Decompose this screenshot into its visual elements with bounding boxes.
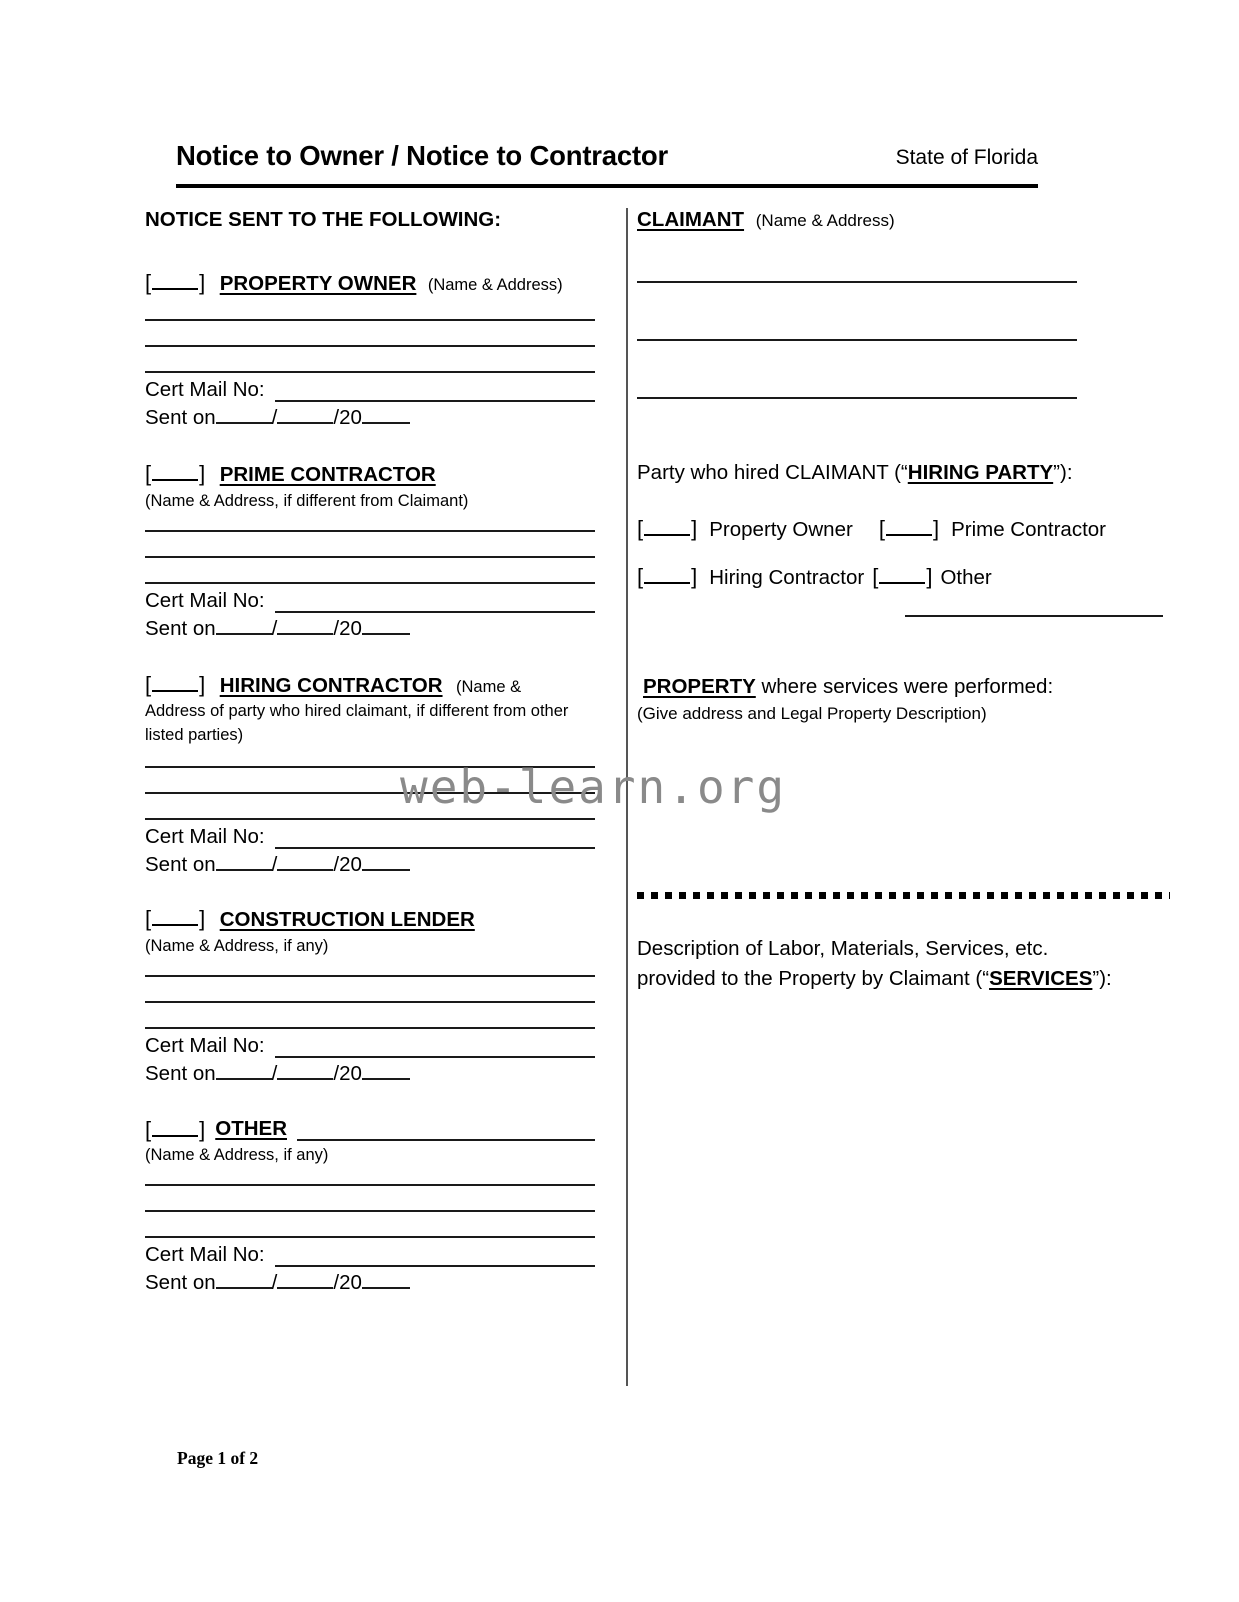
checkbox-hiring-party-property-owner[interactable]: [ ] xyxy=(637,516,698,541)
hiring-party-option-row-1 xyxy=(637,518,1177,542)
address-line[interactable] xyxy=(145,1001,595,1003)
right-column xyxy=(637,208,1177,991)
address-line[interactable] xyxy=(145,530,595,532)
sent-year-input[interactable] xyxy=(362,856,410,871)
sent-day-input[interactable] xyxy=(277,1065,333,1080)
sent-month-input[interactable] xyxy=(216,1274,272,1289)
sent-on-row xyxy=(145,406,595,430)
services-suffix: ”): xyxy=(1092,967,1112,990)
sent-year-input[interactable] xyxy=(362,1065,410,1080)
page-number: Page 1 of 2 xyxy=(177,1448,259,1468)
left-column xyxy=(145,208,595,1295)
sent-on-label: Sent on xyxy=(145,406,216,429)
services-term: SERVICES xyxy=(989,967,1093,990)
address-line[interactable] xyxy=(145,1210,595,1212)
property-hint: (Give address and Legal Property Description) xyxy=(637,704,987,723)
party-label-hiring-contractor: HIRING CONTRACTOR xyxy=(219,673,443,697)
hiring-party-suffix: ”): xyxy=(1053,461,1073,484)
sent-on-row xyxy=(145,853,595,877)
claimant-address-line[interactable] xyxy=(637,397,1077,399)
sent-year-input[interactable] xyxy=(362,409,410,424)
hiring-party-other-input[interactable] xyxy=(905,615,1163,617)
cert-mail-label: Cert Mail No: xyxy=(145,588,265,612)
checkbox-construction-lender[interactable]: [ ] xyxy=(145,905,206,931)
sent-year-prefix: /20 xyxy=(333,406,362,429)
party-hint-construction-lender: (Name & Address, if any) xyxy=(145,936,329,955)
sent-month-input[interactable] xyxy=(216,409,272,424)
party-hint-prime-contractor: (Name & Address, if different from Claimant) xyxy=(145,492,469,510)
property-heading xyxy=(637,675,1177,699)
address-line[interactable] xyxy=(145,975,595,977)
sent-day-input[interactable] xyxy=(277,620,333,635)
address-line[interactable] xyxy=(145,792,595,794)
sent-month-input[interactable] xyxy=(216,856,272,871)
sent-on-label: Sent on xyxy=(145,616,216,640)
party-label-prime-contractor: PRIME CONTRACTOR xyxy=(219,463,436,486)
cert-mail-label: Cert Mail No: xyxy=(145,1033,265,1057)
cert-mail-row xyxy=(145,1034,595,1058)
sent-year-prefix: /20 xyxy=(333,1061,362,1085)
hiring-party-prefix: Party who hired CLAIMANT (“ xyxy=(637,461,908,484)
sent-on-label: Sent on xyxy=(145,1270,216,1294)
address-line[interactable] xyxy=(145,766,595,768)
page-title: Notice to Owner / Notice to Contractor xyxy=(176,140,669,171)
column-divider xyxy=(626,208,628,1386)
address-line[interactable] xyxy=(145,1184,595,1186)
sent-on-row xyxy=(145,1271,595,1295)
claimant-hint: (Name & Address) xyxy=(755,211,895,230)
address-line[interactable] xyxy=(145,556,595,558)
sent-year-input[interactable] xyxy=(362,620,410,635)
cert-mail-input[interactable] xyxy=(275,1248,595,1267)
option-label-hiring-contractor: Hiring Contractor xyxy=(709,566,865,589)
sent-on-label: Sent on xyxy=(145,852,216,876)
section-hiring-contractor xyxy=(145,671,595,877)
watermark: web-learn.org xyxy=(400,760,787,814)
sent-year-prefix: /20 xyxy=(333,852,362,876)
sent-sep: / xyxy=(271,1270,278,1294)
cert-mail-row xyxy=(145,825,595,849)
section-dotted-divider xyxy=(637,892,1170,899)
checkbox-other[interactable]: [ ] xyxy=(145,1116,206,1142)
sent-on-label: Sent on xyxy=(145,1061,216,1085)
sent-sep: / xyxy=(271,616,278,640)
document-header xyxy=(176,140,1038,192)
cert-mail-row xyxy=(145,1243,595,1267)
section-property-owner xyxy=(145,272,595,430)
checkbox-hiring-party-hiring-contractor[interactable]: [ ] xyxy=(637,564,698,589)
address-line[interactable] xyxy=(145,1027,595,1029)
cert-mail-label: Cert Mail No: xyxy=(145,1242,265,1266)
sent-sep: / xyxy=(271,852,278,876)
party-label-construction-lender: CONSTRUCTION LENDER xyxy=(219,907,475,931)
sent-year-prefix: /20 xyxy=(333,616,362,640)
section-services xyxy=(637,937,1177,991)
property-heading-rest: where services were performed: xyxy=(755,675,1054,698)
sent-day-input[interactable] xyxy=(277,1274,333,1289)
sent-month-input[interactable] xyxy=(216,1065,272,1080)
address-line[interactable] xyxy=(145,371,595,373)
state-label: State of Florida xyxy=(895,146,1038,169)
hiring-party-term: HIRING PARTY xyxy=(907,461,1054,484)
cert-mail-input[interactable] xyxy=(275,383,595,402)
cert-mail-row xyxy=(145,589,595,613)
checkbox-hiring-party-other[interactable]: [ ] xyxy=(872,564,933,589)
header-divider-rule xyxy=(176,184,1038,188)
other-name-input[interactable] xyxy=(297,1122,595,1141)
services-line-1: Description of Labor, Materials, Services, etc. xyxy=(637,937,1049,960)
notice-sent-heading: NOTICE SENT TO THE FOLLOWING: xyxy=(145,208,502,231)
section-other xyxy=(145,1117,595,1295)
address-line[interactable] xyxy=(145,582,595,584)
sent-sep: / xyxy=(271,406,278,429)
checkbox-hiring-contractor[interactable]: [ ] xyxy=(145,671,206,697)
sent-sep: / xyxy=(271,1061,278,1085)
hiring-party-option-row-2 xyxy=(637,566,1177,590)
checkbox-property-owner[interactable]: [ ] xyxy=(145,270,206,295)
party-label-property-owner: PROPERTY OWNER xyxy=(219,272,417,295)
address-line[interactable] xyxy=(145,1236,595,1238)
sent-on-row xyxy=(145,617,595,641)
checkbox-prime-contractor[interactable]: [ ] xyxy=(145,461,206,486)
claimant-label: CLAIMANT xyxy=(637,208,745,231)
cert-mail-input[interactable] xyxy=(275,594,595,613)
claimant-address-line[interactable] xyxy=(637,281,1077,283)
section-property xyxy=(637,675,1177,724)
sent-day-input[interactable] xyxy=(277,409,333,424)
checkbox-hiring-party-prime-contractor[interactable]: [ ] xyxy=(878,516,940,541)
sent-year-prefix: /20 xyxy=(333,1270,362,1294)
services-prefix: provided to the Property by Claimant (“ xyxy=(637,967,990,990)
party-hint-hiring-contractor: Address of party who hired claimant, if different from other listed parties) xyxy=(145,701,569,744)
sent-day-input[interactable] xyxy=(277,856,333,871)
section-construction-lender xyxy=(145,905,595,1086)
section-prime-contractor xyxy=(145,463,595,641)
property-term: PROPERTY xyxy=(643,675,756,698)
hiring-party-heading xyxy=(637,461,1177,485)
cert-mail-input[interactable] xyxy=(275,1039,595,1058)
party-label-other: OTHER xyxy=(215,1116,287,1140)
address-line[interactable] xyxy=(145,319,595,321)
claimant-address-line[interactable] xyxy=(637,339,1077,341)
address-line[interactable] xyxy=(145,818,595,820)
cert-mail-input[interactable] xyxy=(275,830,595,849)
cert-mail-row xyxy=(145,378,595,402)
cert-mail-label: Cert Mail No: xyxy=(145,824,265,848)
services-line-2 xyxy=(637,967,1177,991)
sent-month-input[interactable] xyxy=(216,620,272,635)
section-hiring-party xyxy=(637,461,1177,617)
cert-mail-label: Cert Mail No: xyxy=(145,378,265,401)
option-label-property-owner: Property Owner xyxy=(709,518,853,541)
party-hint-other: (Name & Address, if any) xyxy=(145,1145,329,1164)
option-label-prime-contractor: Prime Contractor xyxy=(951,518,1106,541)
address-line[interactable] xyxy=(145,345,595,347)
sent-on-row xyxy=(145,1062,595,1086)
party-hint-property-owner: (Name & Address) xyxy=(427,276,563,294)
section-claimant xyxy=(637,208,1177,399)
party-hint-hiring-contractor-inline: (Name & xyxy=(456,677,522,696)
claimant-heading xyxy=(637,208,1177,232)
sent-year-input[interactable] xyxy=(362,1274,410,1289)
option-label-other: Other xyxy=(940,566,992,589)
